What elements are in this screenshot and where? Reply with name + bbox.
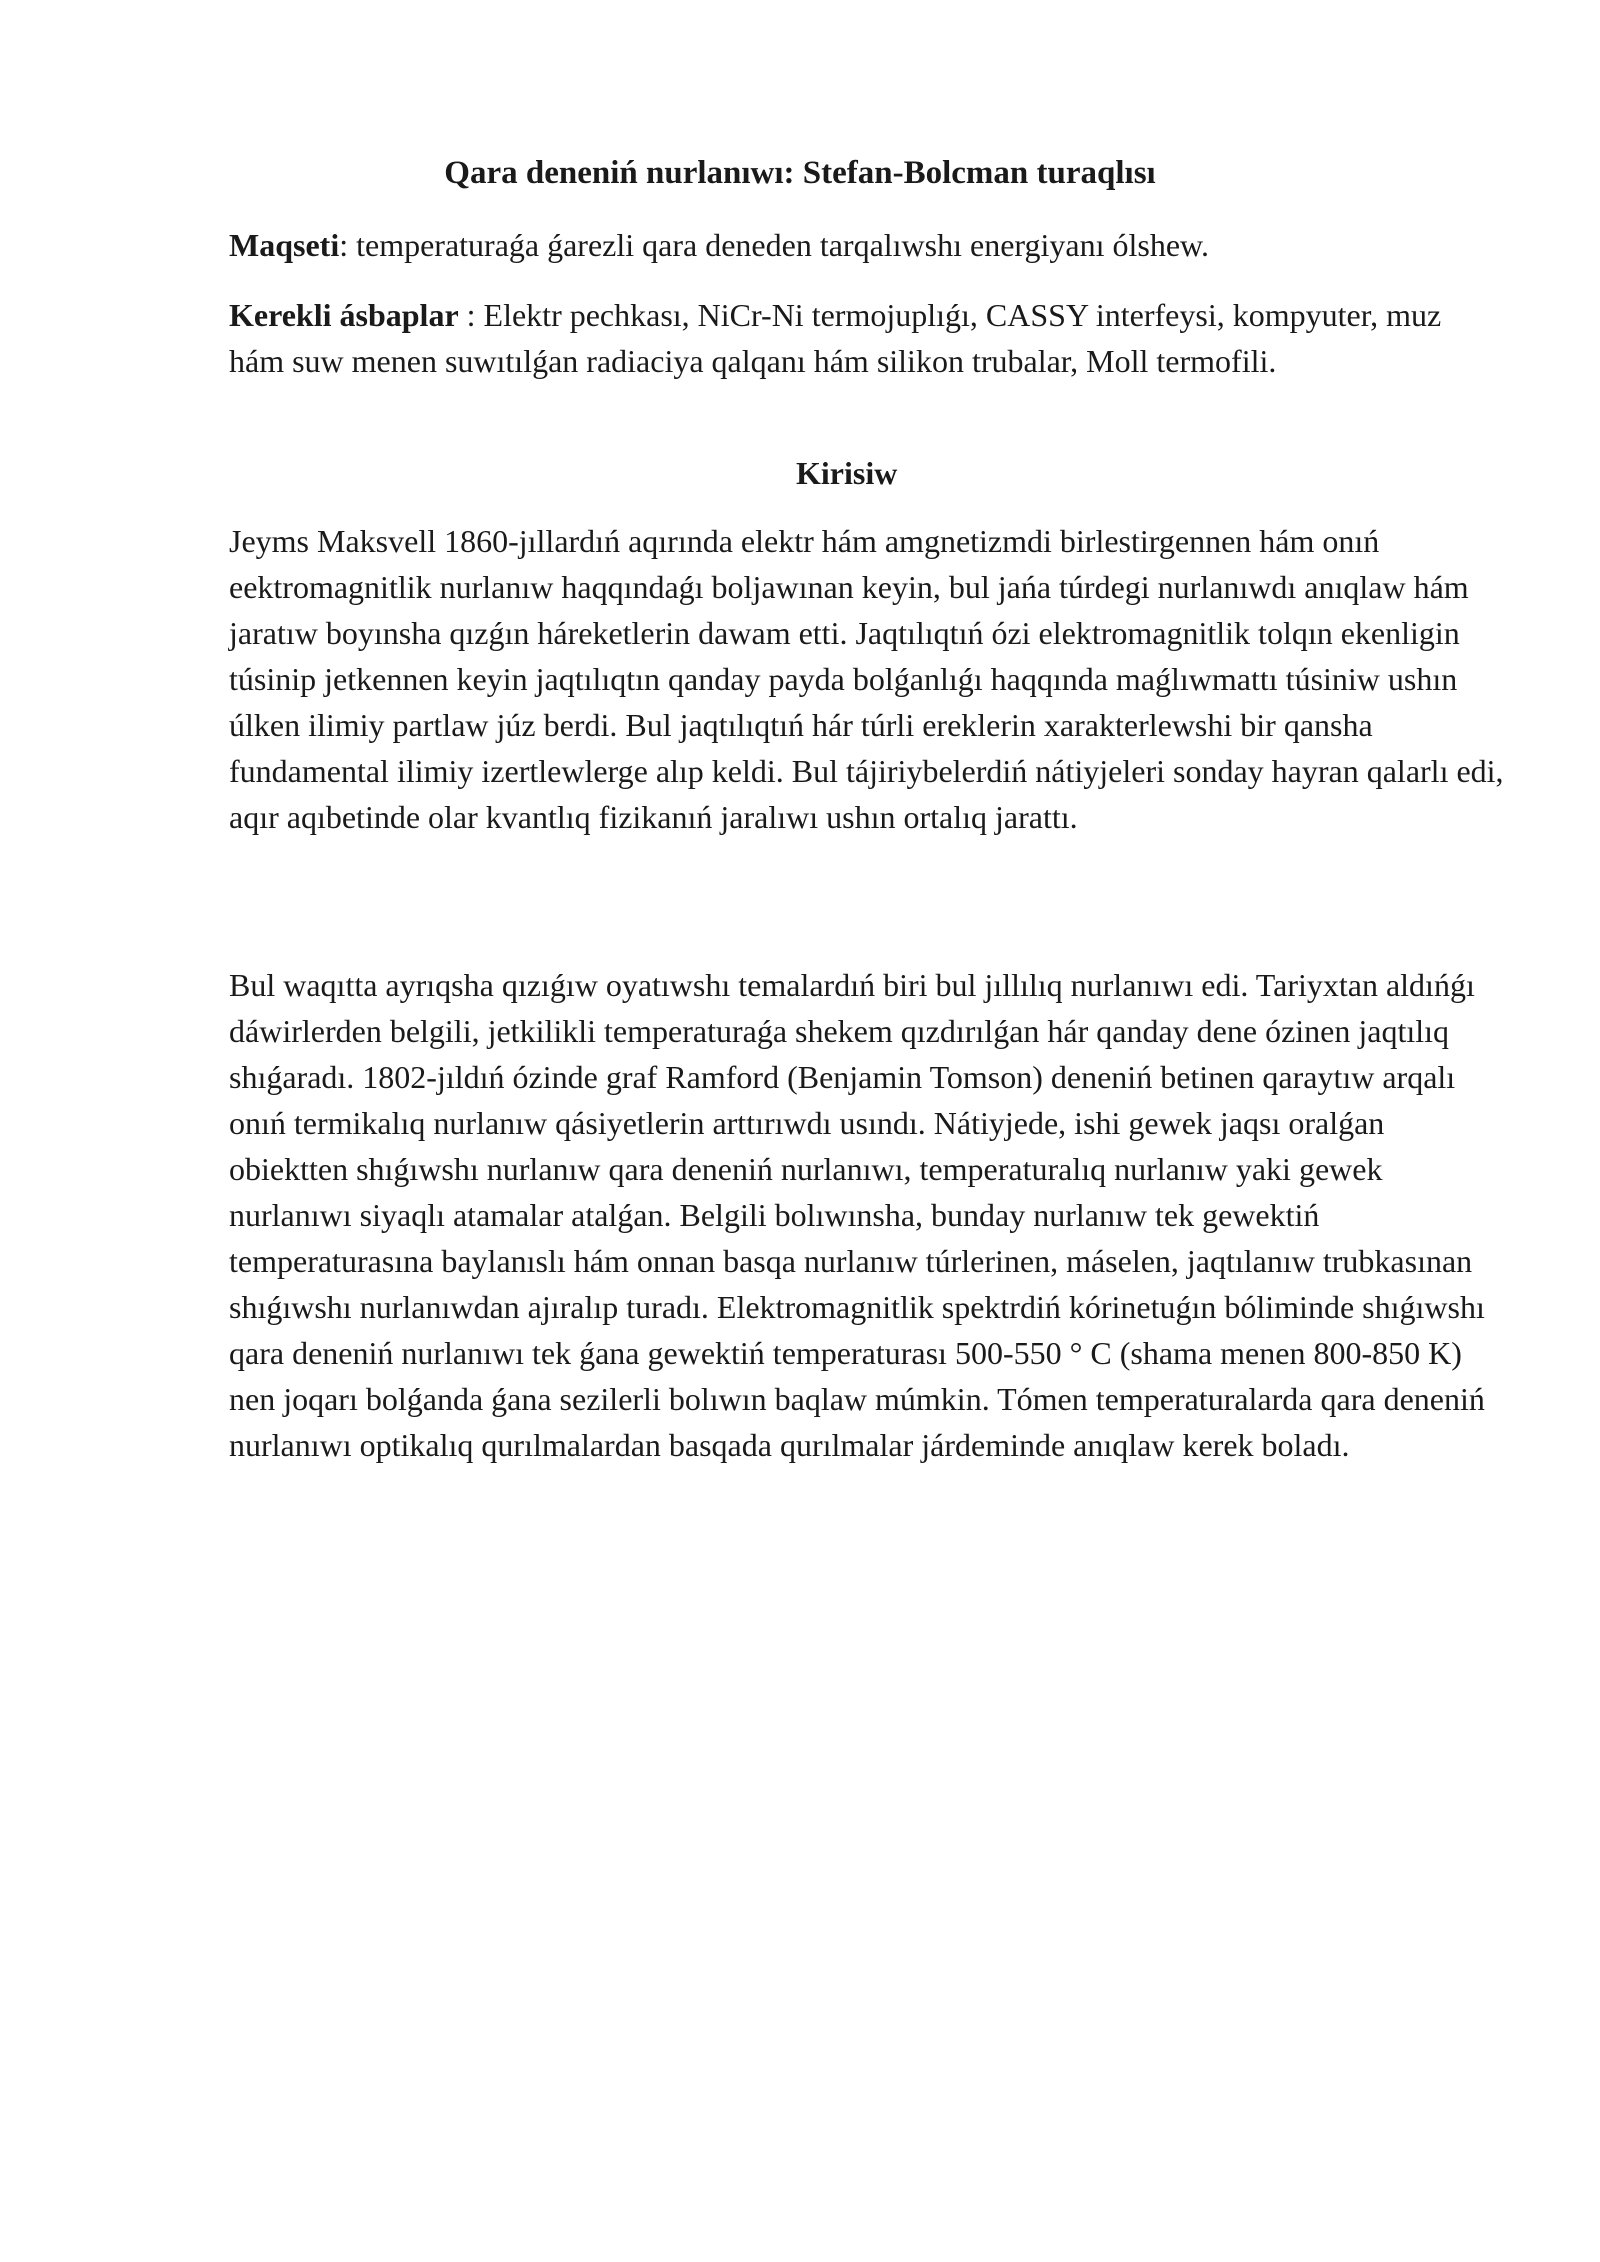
goal-text: : temperaturaǵa ǵarezli qara deneden tarqalıwshı energiyanı ólshew. — [339, 227, 1210, 263]
equipment-text: : Elektr pechkası, NiCr-Ni termojuplıǵı, CASSY interfeysi, kompyuter, muz hám suw menen suwıtılǵan radiaciya qalqanı hám silikon trubalar, Moll termofili. — [229, 297, 1442, 379]
paragraph-2: Bul waqıtta ayrıqsha qızıǵıw oyatıwshı temalardıń biri bul jıllılıq nurlanıwı edi. Tariyxtan aldıńǵı dáwirlerden belgili, jetkilikli temperaturaǵa shekem qızdırılǵan hár qanday dene ózinen jaqtılıq shıǵaradı. 1802-jıldıń ózinde graf Ramford (Benjamin Tomson) deneniń betinen qaraytıw arqalı onıń termikalıq nurlanıw qásiyetlerin arttırıwdı usındı. Nátiyjede, ishi gewek jaqsı oralǵan obiektten shıǵıwshı nurlanıw qara deneniń nurlanıwı, temperaturalıq nurlanıw yaki gewek nurlanıwı siyaqlı atamalar atalǵan. Belgili bolıwınsha, bunday nurlanıw tek gewektiń temperaturasına baylanıslı hám onnan basqa nurlanıw túrlerinen, máselen, jaqtılanıw trubkasınan shıǵıwshı nurlanıwdan ajıralıp turadı. Elektromagnitlik spektrdiń kórinetuǵın bóliminde shıǵıwshı qara deneniń nurlanıwı tek ǵana gewektiń temperaturası 500-550 ° C (shama menen 800-850 K) nen joqarı bolǵanda ǵana sezilerli bolıwın baqlaw múmkin. Tómen temperaturalarda qara deneniń nurlanıwı optikalıq qurılmalardan basqada qurılmalar járdeminde anıqlaw kerek boladı. — [229, 967, 1485, 1463]
goal-label: Maqseti — [229, 227, 340, 263]
equipment-label: Kerekli ásbaplar — [229, 297, 459, 333]
paragraph-1: Jeyms Maksvell 1860-jıllardıń aqırında elektr hám amgnetizmdi birlestirgennen hám onıń eektromagnitlik nurlanıw haqqındaǵı boljawınan keyin, bul jańa túrdegi nurlanıwdı anıqlaw hám jaratıw boyınsha qızǵın háreketlerin dawam etti. Jaqtılıqtıń ózi elektromagnitlik tolqın ekenligin túsinip jetkennen keyin jaqtılıqtın qanday payda bolǵanlıǵı haqqında maǵlıwmattı túsiniw ushın úlken ilimiy partlaw júz berdi. Bul jaqtılıqtıń hár túrli ereklerin xarakterlewshi bir qansha fundamental ilimiy izertlewlerge alıp keldi. Bul tájiriybelerdiń nátiyjeleri sonday hayran qalarlı edi, aqır aqıbetinde olar kvantlıq fizikanıń jaralıwı ushın ortalıq jarattı. — [229, 523, 1504, 835]
equipment — [229, 292, 1504, 384]
heading: Kirisiw — [796, 455, 898, 491]
title: Qara deneniń nurlanıwı: Stefan-Bolcman turaqlısı — [444, 155, 1156, 191]
goal — [229, 222, 1504, 268]
